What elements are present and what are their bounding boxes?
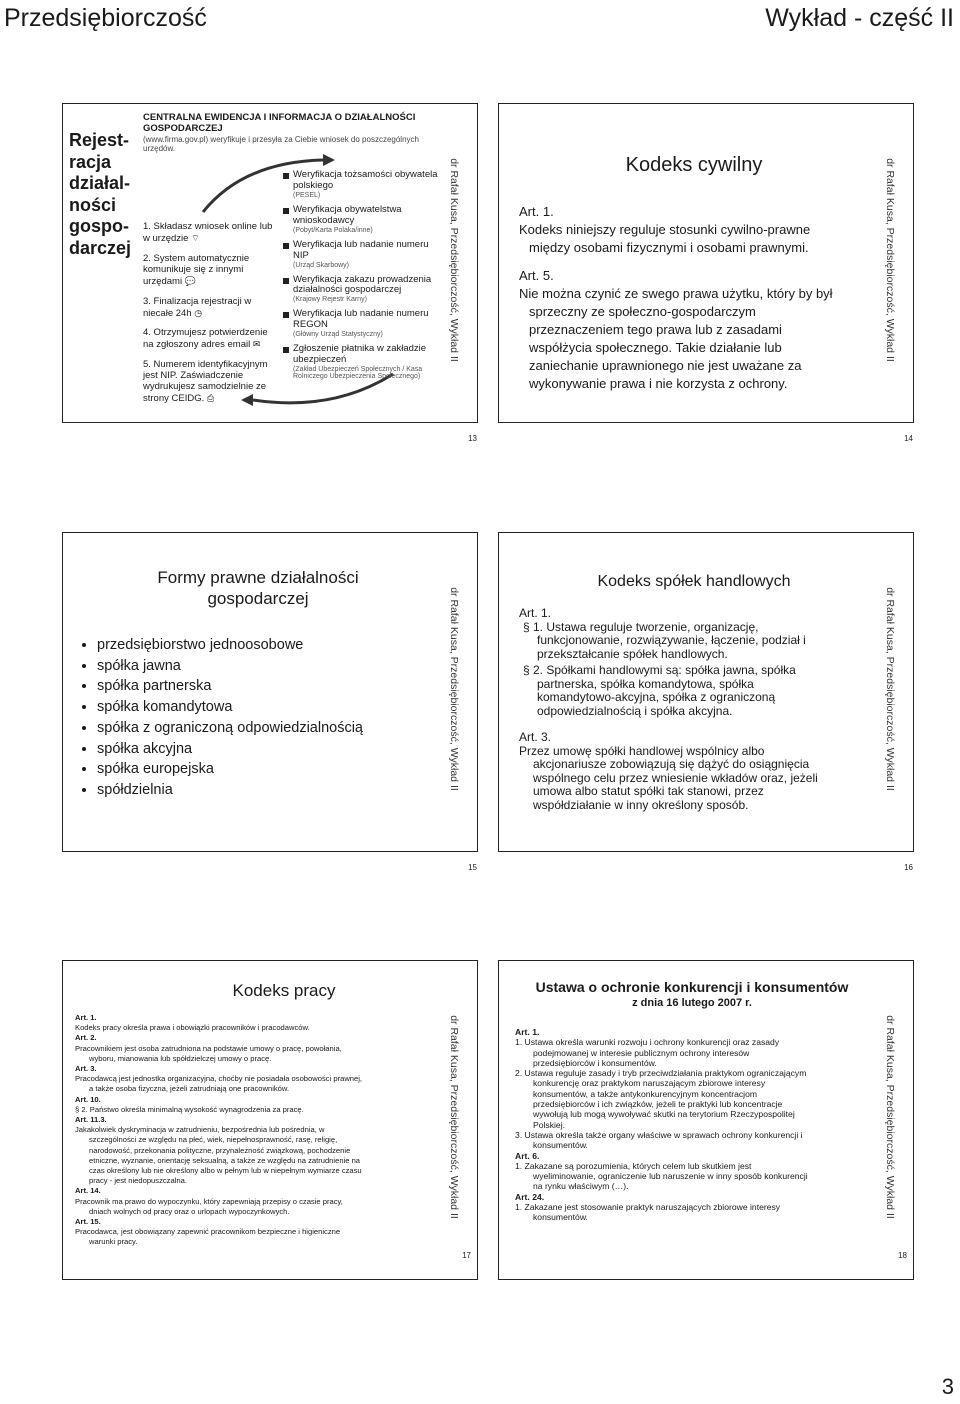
slide-17 [62,960,478,1280]
slide-title: Kodeks pracy [232,981,336,1000]
page-number: 3 [941,1374,954,1399]
text-line: funkcjonowanie, rozwiązywanie, łączenie, podział i [537,633,806,647]
text-line: Pracownik ma prawo do wypoczynku, który zapewniają przepisy o czasie pracy, [75,1196,343,1206]
text-line: konkurencję oraz praktykom naruszającym zbiorowe interesy [533,1078,766,1089]
side-label: dr Rafał Kusa, Przedsiębiorczość, Wykład II [884,1015,897,1219]
text-line: przedsiębiorców i konsumentów. [533,1057,657,1068]
slide-number: 14 [904,434,913,443]
legal-forms-list [83,635,433,801]
slide-title: Kodeks cywilny [625,154,763,176]
text-line: przekształcanie spółek handlowych. [537,646,728,661]
text-line: umowa albo statut spółki tak stanowi, przez [533,784,764,798]
text-line: wyeliminowanie, ograniczenie lub naruszenie w inny sposób konkurencji [533,1171,808,1182]
text-line: 3. Ustawa określa także organy właściwe w sprawach ochrony konkurencji i [515,1129,803,1140]
text-line: na rynku właściwym (…). [533,1181,629,1192]
slide-16 [498,532,914,872]
text-line: sprzeczny ze społeczno-gospodarczym [529,304,756,319]
text-line: narodowość, przekonania polityczne, przynależność związkową, pochodzenie [89,1145,351,1155]
ceidg-infographic [143,112,443,412]
verification-item: Weryfikacja tożsamości obywatela polskiego (PESEL) [283,170,443,199]
slide-14 [498,103,914,443]
step-5: 5. Numerem identyfikacyjnym jest NIP. Zaświadczenie wydrukujesz samodzielnie ze strony CEIDG. ⎙ [143,359,268,405]
wifi-icon: ⌔ [191,232,200,243]
slide-title: Formy prawne działalności [157,568,359,587]
text-line: 1. Zakazane jest stosowanie praktyk naruszających zbiorowe interesy [515,1202,781,1213]
article-heading: Art. 11.3. [75,1115,107,1125]
side-label: dr Rafał Kusa, Przedsiębiorczość, Wykład II [884,158,897,362]
text-line: konsumentów. [533,1212,588,1223]
list-item: • spółka akcyjna [97,739,433,760]
text-line: dniach wolnych od pracy oraz o urlopach wypoczynkowych. [89,1206,290,1216]
side-label: dr Rafał Kusa, Przedsiębiorczość, Wykład II [448,587,461,791]
step-3: 3. Finalizacja rejestracji w niecałe 24h ◷ [143,295,252,319]
side-label: dr Rafał Kusa, Przedsiębiorczość, Wykład II [448,1015,461,1219]
slide-number: 16 [904,863,913,872]
text-line: etniczne, wyznanie, orientację seksualną, a także ze względu na zatrudnienie na [89,1155,361,1165]
list-item: • spółka jawna [97,656,433,677]
article-heading: Art. 15. [75,1217,101,1227]
article-heading: Art. 10. [75,1094,101,1104]
steps-column [143,222,273,414]
verification-item: Weryfikacja obywatelstwa wnioskodawcy (Pobyt/Karta Polaka/inne) [283,205,443,234]
verification-item: Zgłoszenie płatnika w zakładzie ubezpieczeń (Zakład Ubezpieczeń Społecznych / Kasa Rolniczego Ubezpieczenia Społecznego) [283,344,443,380]
article-heading: Art. 3. [519,730,552,744]
list-item: • spółka europejska [97,759,433,780]
side-label: dr Rafał Kusa, Przedsiębiorczość, Wykład II [448,158,461,362]
step-4: 4. Otrzymujesz potwierdzenie na zgłoszony adres email ✉ [143,327,268,351]
slide-number: 15 [468,863,477,872]
page-header-right: Wykład - część II [765,4,954,32]
article-heading: Art. 1. [519,204,554,219]
text-line: wykonywanie prawa i nie korzysta z ochrony. [529,376,788,391]
ceidg-subheader: (www.firma.gov.pl) weryfikuje i przesyła za Ciebie wniosek do poszczególnych urzędów. [143,135,419,153]
text-line: wyboru, mianowania lub spółdzielczej umowy o pracę. [89,1053,272,1063]
slide-title: gospodarczej [207,589,309,608]
text-line: przeznaczeniem tego prawa lub z zasadami [529,322,782,337]
text-line: podejmowanej w interesie publicznym ochrony interesów [533,1047,750,1058]
text-line: a także osoba fizyczna, jeżeli zatrudniają one pracowników. [89,1084,290,1094]
text-line: Pracownikiem jest osoba zatrudniona na podstawie umowy o pracę, powołania, [75,1043,342,1053]
text-line: § 2. Państwo określa minimalną wysokość wynagrodzenia za pracę. [75,1104,304,1114]
slide-title: Rejest-racja działal-ności gospo-darczej [69,130,132,258]
article-heading: Art. 1. [75,1013,97,1022]
slide-13 [62,103,478,443]
text-line: akcjonariusze zobowiązują się dążyć do osiągnięcia [533,757,810,771]
text-line: odpowiedzialnością i spółka akcyjna. [537,703,733,718]
article-heading: Art. 5. [519,268,554,283]
chat-icon: 💬 [184,275,196,286]
text-line: Jakakolwiek dyskryminacja w zatrudnieniu, bezpośrednia lub pośrednia, w [75,1125,325,1135]
article-heading: Art. 3. [75,1064,97,1074]
article-heading: Art. 2. [75,1033,97,1043]
step-1: 1. Składasz wniosek online lub w urzędzie ⌔ [143,221,273,244]
clock-icon: ◷ [194,307,203,318]
slide-15 [62,532,478,872]
text-line: wywołują lub mogą wywoływać skutki na terytorium Rzeczypospolitej [533,1109,795,1120]
text-line: czas określony lub nie określony albo w pełnym lub w niepełnym wymiarze czasu [89,1166,362,1176]
verification-item: Weryfikacja zakazu prowadzenia działalności gospodarczej (Krajowy Rejestr Karny) [283,275,443,304]
text-line: współdziałanie w inny określony sposób. [533,797,749,812]
step-2: 2. System automatycznie komunikuje się z innymi urzędami 💬 [143,252,250,287]
printer-icon: ⎙ [206,393,215,404]
list-item: • przedsiębiorstwo jednoosobowe [97,635,433,656]
slide-number: 13 [468,434,477,443]
page-header-left: Przedsiębiorczość [4,4,207,32]
text-line: § 2. Spółkami handlowymi są: spółka jawna, spółka [523,663,796,677]
text-line: komandytowo-akcyjna, spółka z ograniczoną [537,690,776,704]
slide-title: Ustawa o ochronie konkurencji i konsumentów [535,979,849,995]
text-line: § 1. Ustawa reguluje tworzenie, organizację, [523,619,759,634]
slide-title: Kodeks spółek handlowych [597,573,791,590]
text-line: konsumentów. [533,1140,588,1151]
text-line: szczególności ze względu na płeć, wiek, niepełnosprawność, rasę, religię, [89,1135,338,1145]
text-line: pracy - jest niedopuszczalna. [89,1176,187,1186]
list-item: • spółdzielnia [97,780,433,801]
text-line: 1. Zakazane są porozumienia, których celem lub skutkiem jest [515,1160,752,1171]
ceidg-header: CENTRALNA EWIDENCJA I INFORMACJA O DZIAŁALNOŚCI GOSPODARCZEJ [143,112,416,134]
verification-item: Weryfikacja lub nadanie numeru NIP (Urząd Skarbowy) [283,240,443,269]
text-line: wspólnego celu przez wniesienie wkładów oraz, jeżeli [533,770,818,785]
text-line: zaniechanie uprawnionego nie jest uważane za [529,358,802,373]
article-heading: Art. 1. [515,1027,540,1037]
text-line: współżycia społecznego. Takie działanie lub [529,340,782,355]
slide-number: 18 [898,1251,907,1260]
slide-18 [498,960,914,1280]
text-line: konsumentów, a także antykonkurencyjnym koncentracjom [533,1088,758,1099]
article-heading: Art. 14. [75,1186,101,1196]
text-line: Polskiej. [533,1119,565,1130]
text-line: między osobami fizycznymi i osobami prawnymi. [529,240,809,255]
email-icon: ✉ [252,339,261,350]
list-item: • spółka z ograniczoną odpowiedzialnością [97,718,433,739]
article-heading: Art. 24. [515,1191,545,1202]
side-label: dr Rafał Kusa, Przedsiębiorczość, Wykład II [884,587,897,791]
verifications-column [283,170,443,386]
list-item: • spółka partnerska [97,676,433,697]
text-line: przedsiębiorców i ich związków, jeżeli te praktyki lub koncentracje [533,1099,783,1110]
verification-item: Weryfikacja lub nadanie numeru REGON (Główny Urząd Statystyczny) [283,309,443,338]
text-line: Przez umowę spółki handlowej wspólnicy albo [519,743,765,758]
text-line: Kodeks pracy określa prawa i obowiązki pracowników i pracodawców. [75,1023,310,1033]
text-line: Pracodawcą jest jednostka organizacyjna, choćby nie posiadała osobowości prawnej, [75,1074,363,1084]
text-line: partnerska, spółka komandytowa, spółka [537,676,754,691]
text-line: Pracodawca, jest obowiązany zapewnić pracownikom bezpieczne i higieniczne [75,1227,341,1237]
article-heading: Art. 1. [519,606,552,620]
text-line: Nie można czynić ze swego prawa użytku, który by był [519,286,833,301]
slide-subtitle: z dnia 16 lutego 2007 r. [632,997,752,1009]
slide-number: 17 [462,1251,471,1260]
text-line: warunki pracy. [89,1237,138,1247]
text-line: Kodeks niniejszy reguluje stosunki cywilno-prawne [519,222,811,237]
article-heading: Art. 6. [515,1150,540,1161]
text-line: 2. Ustawa reguluje zasady i tryb przeciwdziałania praktykom ograniczającym [515,1068,807,1079]
text-line: 1. Ustawa określa warunki rozwoju i ochrony konkurencji oraz zasady [515,1037,780,1048]
list-item: • spółka komandytowa [97,697,433,718]
